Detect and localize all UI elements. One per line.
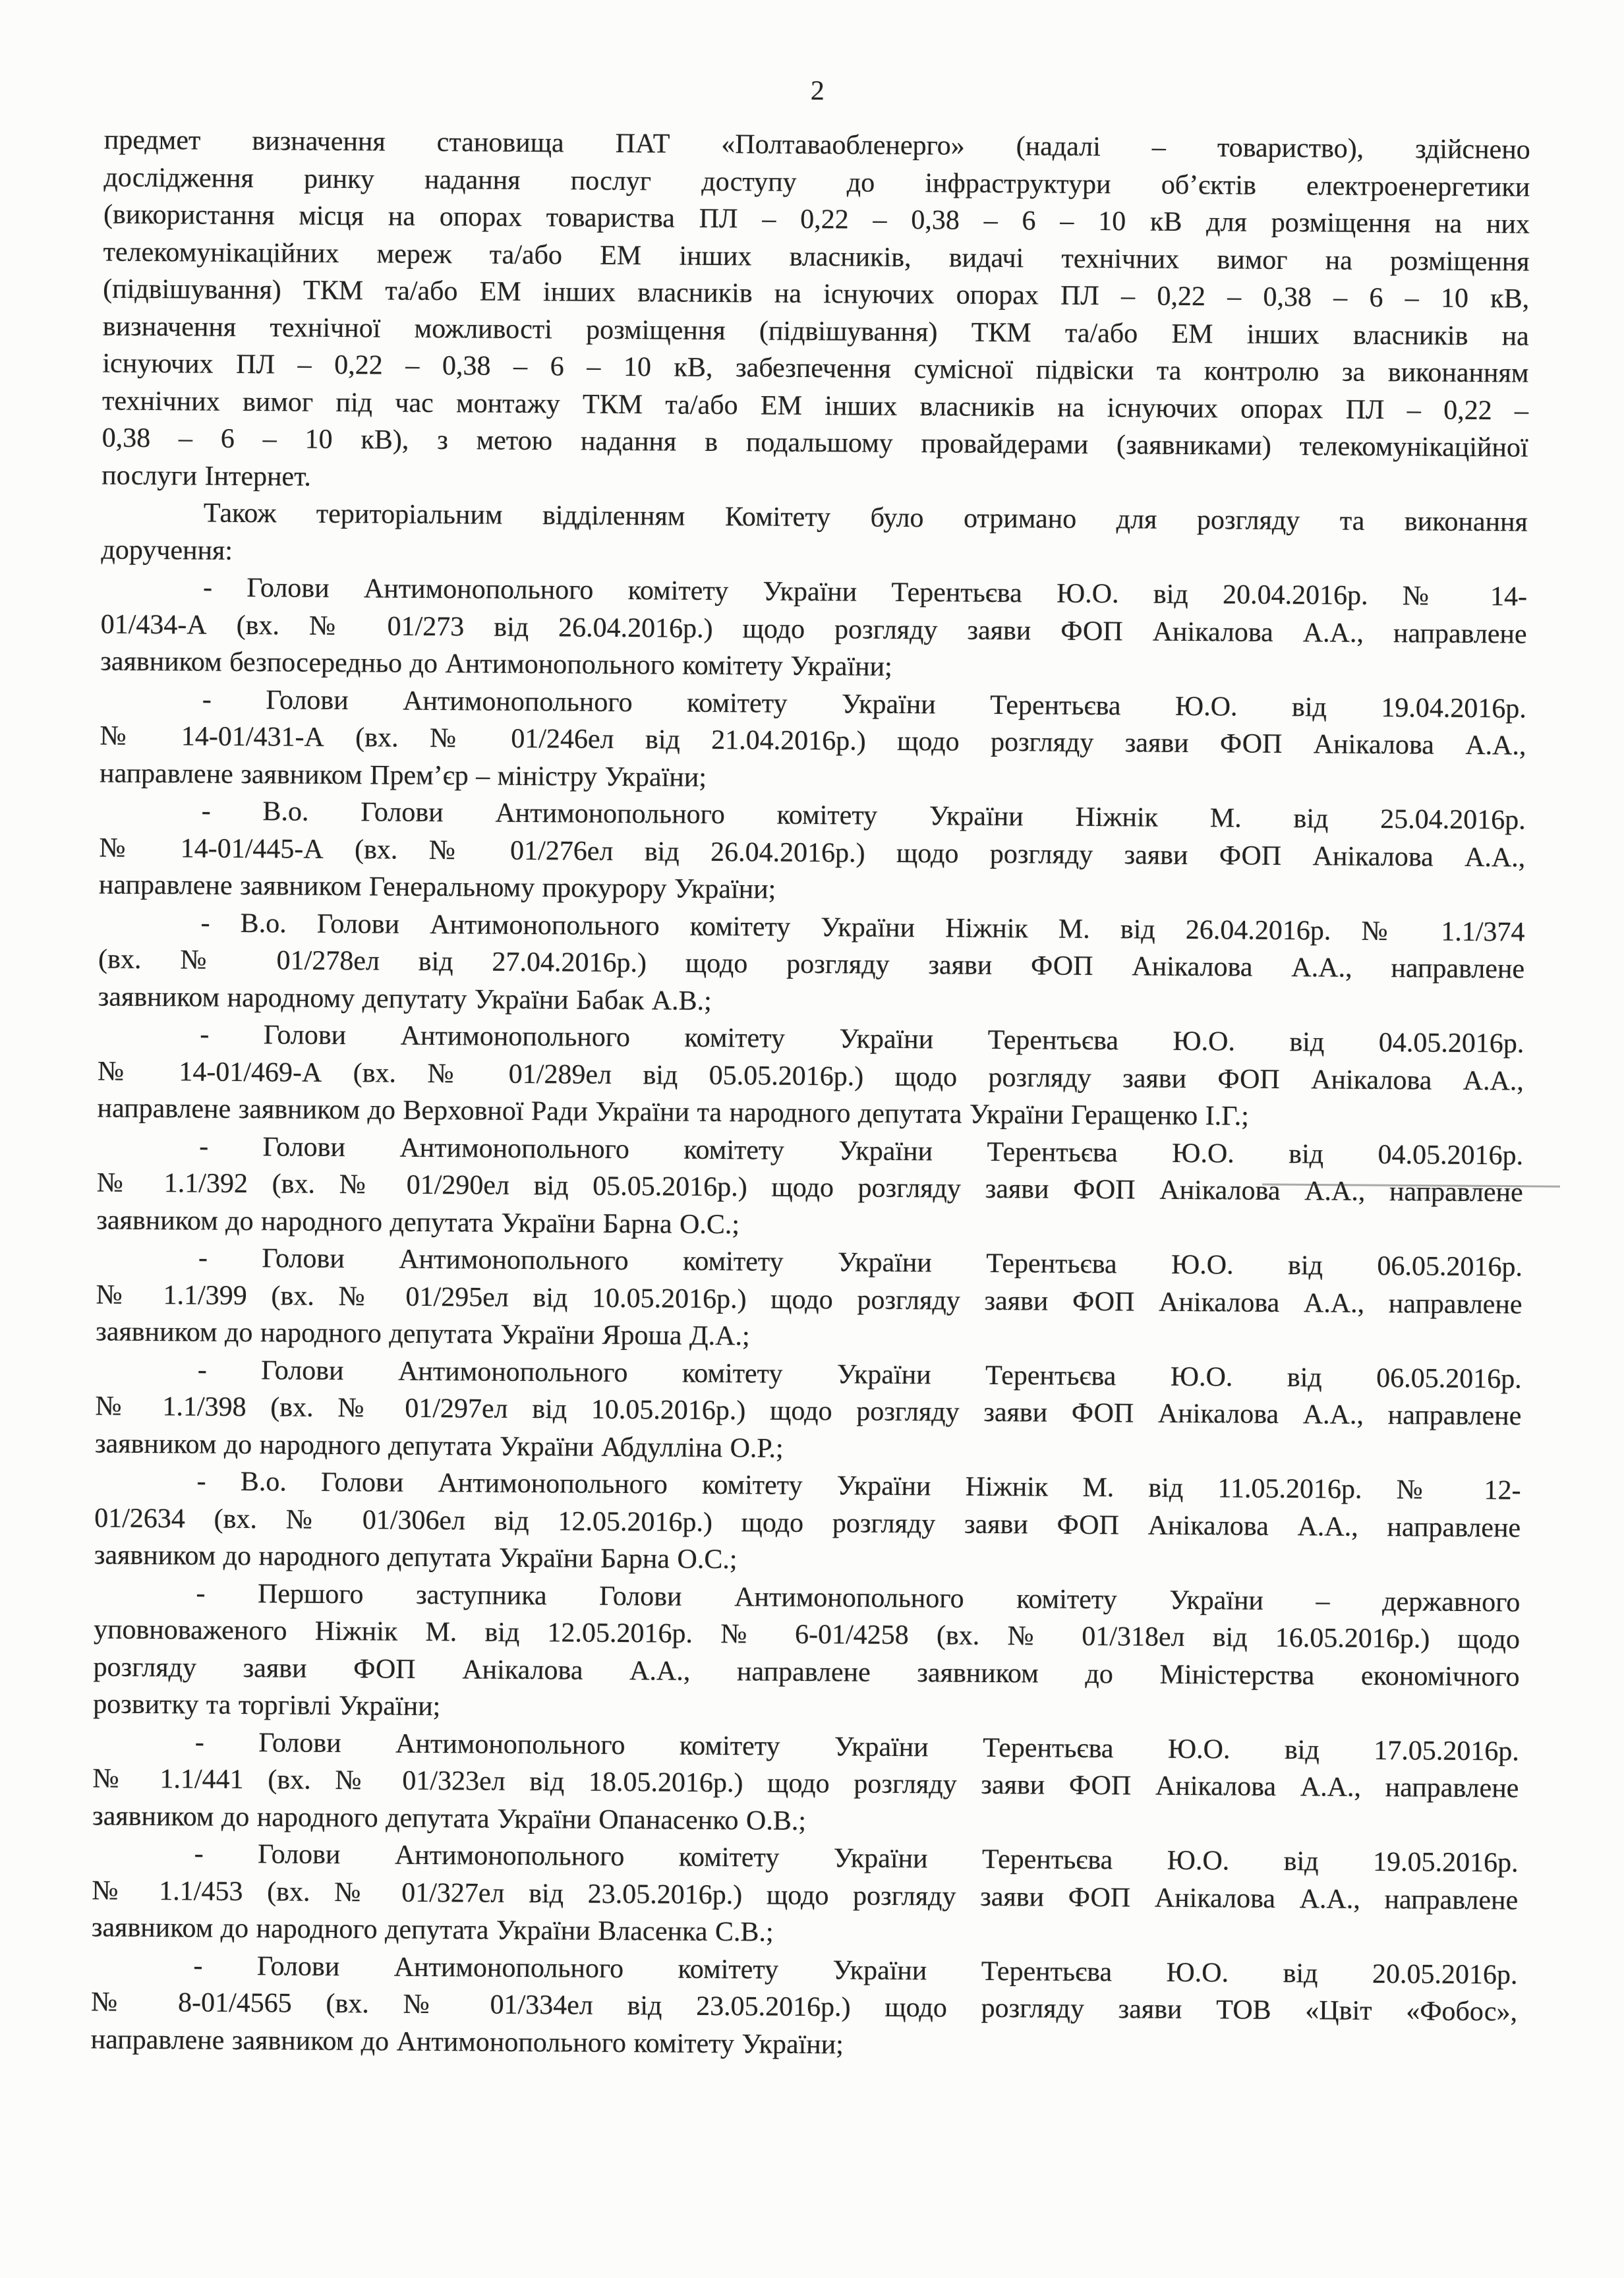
- text-line: - Голови Антимонопольного комітету України Терентьєва Ю.О. від 17.05.2016р.: [194, 1727, 1519, 1767]
- text-line: направлене заявником до Антимонопольного комітету України;: [90, 2024, 844, 2060]
- document-body: [91, 71, 1531, 2068]
- text-line: послуги Інтернет.: [102, 459, 312, 492]
- list-item-8: [95, 1351, 1522, 1473]
- text-line: - Першого заступника Голови Антимонопольного комітету України – державного: [196, 1578, 1521, 1618]
- list-item-7: [96, 1239, 1522, 1360]
- text-line: заявником до народного депутата України Барна О.С.;: [94, 1540, 738, 1575]
- text-line: заявником до народного депутата України Абдулліна О.Р.;: [94, 1428, 784, 1464]
- list-item-13: [91, 1946, 1518, 2068]
- paragraph-intro: [102, 121, 1530, 504]
- list-item-5: [97, 1015, 1524, 1137]
- list-item-6: [96, 1127, 1523, 1249]
- text-line: № 1.1/453 (вх. № 01/327ел від 23.05.2016р.) щодо розгляду заяви ФОП Анікалова А.А., направлене: [92, 1875, 1519, 1916]
- text-line: - Голови Антимонопольного комітету України Терентьєва Ю.О. від 06.05.2016р.: [198, 1242, 1523, 1283]
- list-item-10: [93, 1574, 1521, 1733]
- list-item-1: [100, 568, 1527, 690]
- text-line: направлене заявником Прем’єр – міністру України;: [99, 757, 707, 793]
- text-line: визначення технічної можливості розміщення (підвішування) ТКМ та/або ЕМ інших власників на: [102, 310, 1529, 352]
- list-item-9: [94, 1462, 1521, 1584]
- text-line: № 14-01/431-А (вх. № 01/246ел від 21.04.2016р.) щодо розгляду заяви ФОП Анікалова А.А.,: [100, 720, 1526, 761]
- list-item-3: [99, 792, 1526, 914]
- text-line: 0,38 – 6 – 10 кВ), з метою надання в подальшому провайдерами (заявниками) телекомунікаційної: [102, 423, 1528, 463]
- text-line: (підвішування) ТКМ та/або ЕМ інших власників на існуючих опорах ПЛ – 0,22 – 0,38 – 6 – 10 кВ,: [103, 274, 1530, 314]
- text-line: 01/2634 (вх. № 01/306ел від 12.05.2016р.) щодо розгляду заяви ФОП Анікалова А.А., направлене: [94, 1502, 1521, 1544]
- text-line: розвитку та торгівлі України;: [93, 1689, 441, 1722]
- text-line: уповноваженого Ніжнік М. від 12.05.2016р. № 6-01/4258 (вх. № 01/318ел від 16.05.2016р.) щодо: [93, 1614, 1521, 1655]
- text-line: - Голови Антимонопольного комітету України Терентьєва Ю.О. від 04.05.2016р.: [200, 1019, 1524, 1059]
- text-line: заявником до народного депутата України Яроша Д.А.;: [96, 1316, 750, 1352]
- text-line: № 1.1/392 (вх. № 01/290ел від 05.05.2016р.) щодо розгляду заяви ФОП Анікалова А.А., направлене: [96, 1167, 1523, 1208]
- list-item-11: [92, 1723, 1519, 1845]
- text-line: № 14-01/469-А (вх. № 01/289ел від 05.05.2016р.) щодо розгляду заяви ФОП Анікалова А.А.,: [97, 1055, 1524, 1097]
- text-line: № 1.1/398 (вх. № 01/297ел від 10.05.2016р.) щодо розгляду заяви ФОП Анікалова А.А., направлене: [95, 1391, 1522, 1432]
- text-line: заявником до народного депутата України Барна О.С.;: [96, 1204, 740, 1240]
- text-line: розгляду заяви ФОП Анікалова А.А., направлене заявником до Міністерства економічного: [93, 1651, 1520, 1693]
- text-line: заявником народному депутату України Бабак А.В.;: [98, 981, 712, 1016]
- text-line: - В.о. Голови Антимонопольного комітету України Ніжнік М. від 26.04.2016р. № 1.1/374: [200, 908, 1525, 948]
- page-number: 2: [810, 75, 825, 107]
- text-line: - Голови Антимонопольного комітету України Терентьєва Ю.О. від 20.05.2016р.: [193, 1950, 1518, 1991]
- text-line: - В.о. Голови Антимонопольного комітету України Ніжнік М. від 25.04.2016р.: [201, 796, 1526, 836]
- text-line: предмет визначення становища ПАТ «Полтаваобленерго» (надалі – товариство), здійснено: [103, 125, 1530, 165]
- text-line: існуючих ПЛ – 0,22 – 0,38 – 6 – 10 кВ, забезпечення сумісної підвіски та контролю за виконанням: [102, 348, 1529, 389]
- text-line: № 14-01/445-А (вх. № 01/276ел від 26.04.2016р.) щодо розгляду заяви ФОП Анікалова А.А.,: [99, 832, 1526, 873]
- text-line: № 1.1/399 (вх. № 01/295ел від 10.05.2016р.) щодо розгляду заяви ФОП Анікалова А.А., направлене: [96, 1279, 1522, 1320]
- text-line: телекомунікаційних мереж та/або ЕМ інших власників, видачі технічних вимог на розміщення: [103, 236, 1530, 277]
- text-line: № 1.1/441 (вх. № 01/323ел від 18.05.2016р.) щодо розгляду заяви ФОП Анікалова А.А., направлене: [92, 1763, 1519, 1804]
- text-line: технічних вимог під час монтажу ТКМ та/або ЕМ інших власників на існуючих опорах ПЛ – 0,22 –: [102, 385, 1529, 426]
- text-line: направлене заявником Генеральному прокурору України;: [98, 869, 776, 905]
- text-line: (використання місця на опорах товариства ПЛ – 0,22 – 0,38 – 6 – 10 кВ для розміщення на них: [103, 199, 1530, 240]
- text-line: дослідження ринку надання послуг доступу до інфраструктури об’єктів електроенергетики: [103, 161, 1530, 203]
- text-line: - Голови Антимонопольного комітету України Терентьєва Ю.О. від 06.05.2016р.: [197, 1355, 1522, 1395]
- text-line: направлене заявником до Верховної Ради України та народного депутата України Геращенко І.Г.;: [97, 1093, 1250, 1132]
- text-line: заявником безпосередньо до Антимонопольного комітету України;: [100, 646, 892, 682]
- text-line: заявником до народного депутата України Опанасенко О.В.;: [92, 1800, 807, 1836]
- text-line: (вх. № 01/278ел від 27.04.2016р.) щодо розгляду заяви ФОП Анікалова А.А., направлене: [98, 944, 1525, 985]
- text-line: - Голови Антимонопольного комітету України Терентьєва Ю.О. від 20.04.2016р. № 14-: [202, 572, 1528, 612]
- text-line: Також територіальним відділенням Комітету було отримано для розгляду та виконання: [203, 498, 1528, 538]
- list-item-2: [100, 680, 1526, 802]
- text-line: № 8-01/4565 (вх. № 01/334ел від 23.05.2016р.) щодо розгляду заяви ТОВ «Цвіт «Фобос»,: [90, 1987, 1518, 2028]
- text-line: - Голови Антимонопольного комітету України Терентьєва Ю.О. від 19.04.2016р.: [202, 684, 1527, 724]
- paragraph-also-received: [101, 494, 1528, 578]
- text-line: 01/434-А (вх. № 01/273 від 26.04.2016р.) щодо розгляду заяви ФОП Анікалова А.А., направлене: [100, 608, 1527, 650]
- text-line: - Голови Антимонопольного комітету України Терентьєва Ю.О. від 19.05.2016р.: [194, 1838, 1519, 1879]
- text-line: заявником до народного депутата України Власенка С.В.;: [91, 1912, 774, 1948]
- text-line: доручення:: [101, 534, 233, 566]
- text-line: - Голови Антимонопольного комітету України Терентьєва Ю.О. від 04.05.2016р.: [199, 1131, 1524, 1171]
- list-item-4: [98, 904, 1525, 1026]
- text-line: - В.о. Голови Антимонопольного комітету України Ніжнік М. від 11.05.2016р. № 12-: [196, 1466, 1521, 1506]
- list-item-12: [92, 1834, 1519, 1956]
